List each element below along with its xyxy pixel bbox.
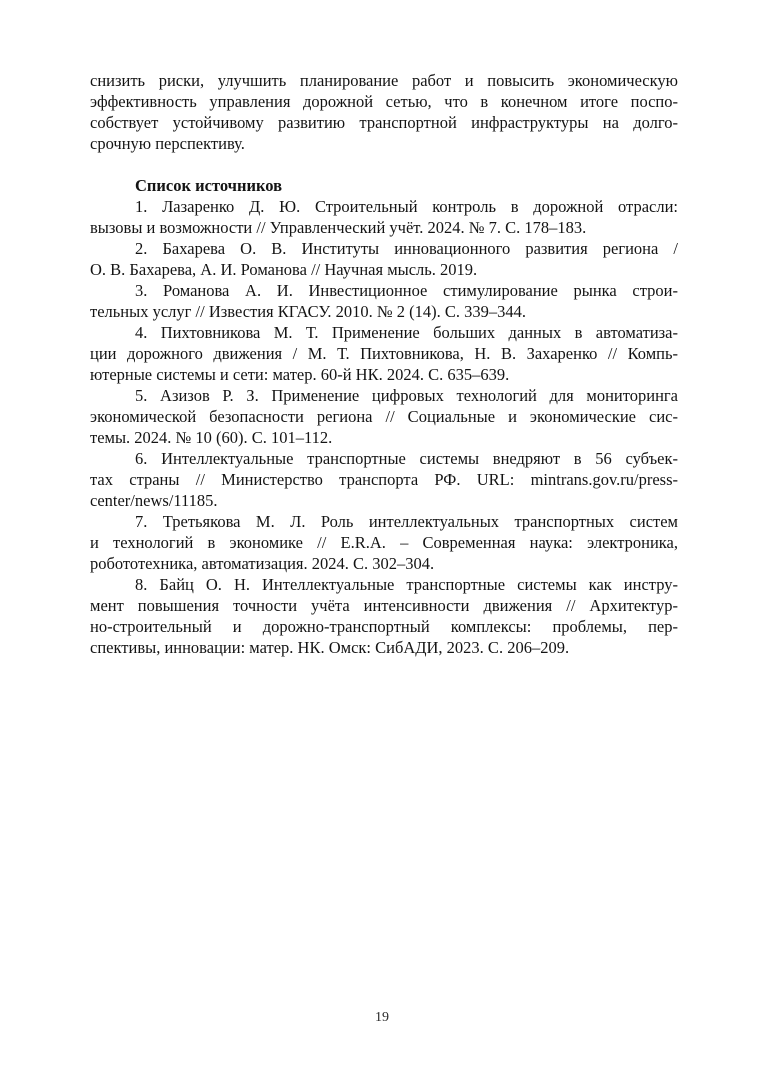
reference-line: мент повышения точности учёта интенсивности движения // Архитектур- <box>90 596 678 615</box>
closing-paragraph <box>90 70 678 154</box>
reference-line: тельных услуг // Известия КГАСУ. 2010. № 2 (14). С. 339–344. <box>90 302 527 321</box>
reference-line: 7. Третьякова М. Л. Роль интеллектуальных транспортных систем <box>135 512 678 531</box>
reference-line: робототехника, автоматизация. 2024. С. 302–304. <box>90 554 435 573</box>
paragraph-line: эффективность управления дорожной сетью, что в конечном итоге поспо- <box>90 92 678 111</box>
reference-line: 2. Бахарева О. В. Институты инновационного развития региона / <box>135 239 678 258</box>
reference-line: 4. Пихтовникова М. Т. Применение больших данных в автоматиза- <box>135 323 678 342</box>
reference-line: ции дорожного движения / М. Т. Пихтовникова, Н. В. Захаренко // Компь- <box>90 344 678 363</box>
references-heading: Список источников <box>135 176 283 195</box>
reference-line: вызовы и возможности // Управленческий учёт. 2024. № 7. С. 178–183. <box>90 218 587 237</box>
reference-line: темы. 2024. № 10 (60). С. 101–112. <box>90 428 333 447</box>
reference-line: тах страны // Министерство транспорта РФ. URL: mintrans.gov.ru/press- <box>90 470 678 489</box>
reference-line: 6. Интеллектуальные транспортные системы внедряют в 56 субъек- <box>135 449 678 468</box>
references-list <box>90 196 678 658</box>
reference-line: 1. Лазаренко Д. Ю. Строительный контроль в дорожной отрасли: <box>135 197 678 216</box>
page-content <box>90 70 678 658</box>
reference-item <box>90 280 678 322</box>
reference-line: спективы, инновации: матер. НК. Омск: СибАДИ, 2023. С. 206–209. <box>90 638 570 657</box>
reference-item <box>90 448 678 511</box>
reference-line: и технологий в экономике // E.R.A. – Современная наука: электроника, <box>90 533 678 552</box>
page-number: 19 <box>375 1010 389 1025</box>
reference-line: 3. Романова А. И. Инвестиционное стимулирование рынка строи- <box>135 281 678 300</box>
reference-item <box>90 574 678 658</box>
reference-item <box>90 196 678 238</box>
reference-line: экономической безопасности региона // Социальные и экономические сис- <box>90 407 678 426</box>
reference-item <box>90 238 678 280</box>
reference-line: ютерные системы и сети: матер. 60-й НК. 2024. С. 635–639. <box>90 365 510 384</box>
paragraph-line: собствует устойчивому развитию транспортной инфраструктуры на долго- <box>90 113 678 132</box>
reference-item <box>90 322 678 385</box>
reference-line: center/news/11185. <box>90 491 218 510</box>
reference-line: но-строительный и дорожно-транспортный комплексы: проблемы, пер- <box>90 617 678 636</box>
reference-line: 5. Азизов Р. З. Применение цифровых технологий для мониторинга <box>135 386 678 405</box>
reference-item <box>90 385 678 448</box>
paragraph-line: срочную перспективу. <box>90 134 245 153</box>
reference-line: О. В. Бахарева, А. И. Романова // Научная мысль. 2019. <box>90 260 478 279</box>
paragraph-line: снизить риски, улучшить планирование работ и повысить экономическую <box>90 71 678 90</box>
reference-line: 8. Байц О. Н. Интеллектуальные транспортные системы как инстру- <box>135 575 678 594</box>
reference-item <box>90 511 678 574</box>
